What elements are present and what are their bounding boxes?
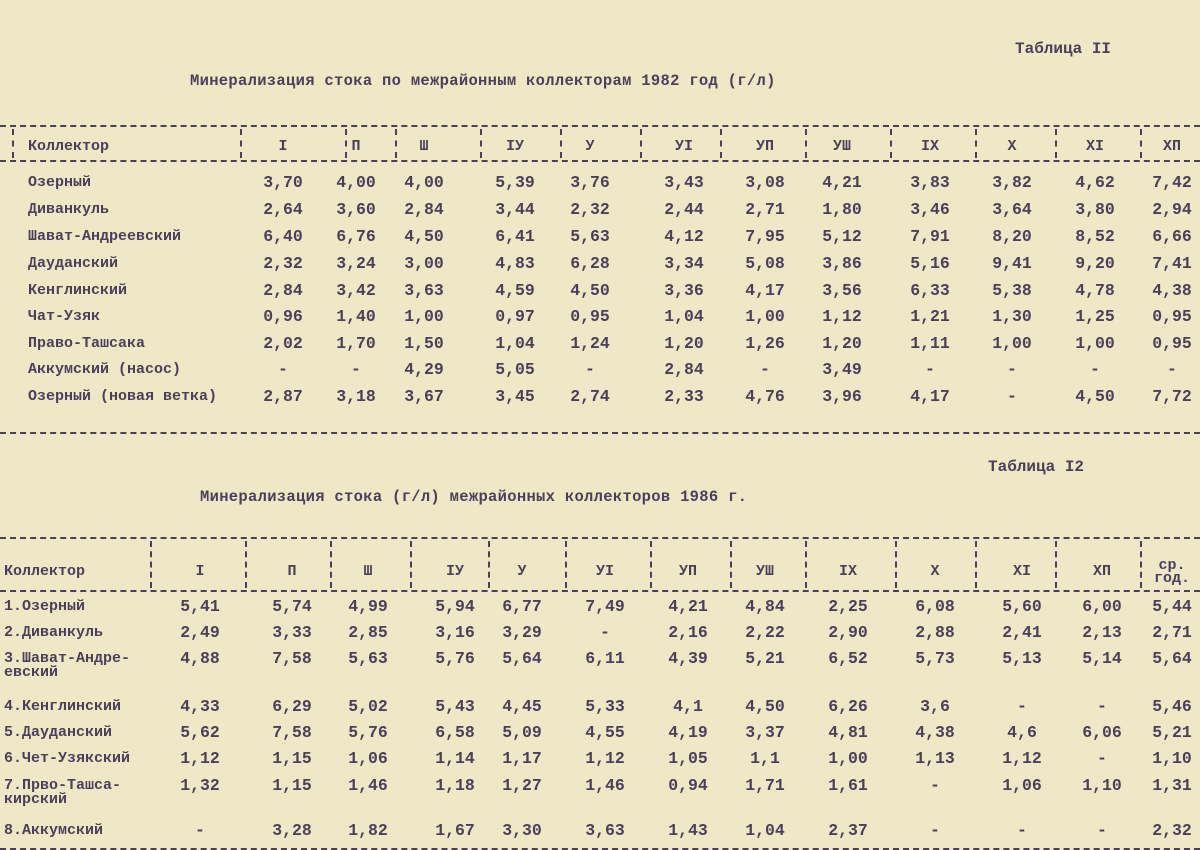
table-cell: 7,42 — [1152, 173, 1192, 192]
row-label: Право-Ташсака — [28, 335, 146, 352]
table-cell: - — [600, 623, 610, 642]
table-cell: 1,04 — [745, 821, 785, 840]
table-cell: 6,40 — [263, 227, 303, 246]
column-separator — [890, 129, 892, 158]
table-cell: 4,39 — [668, 649, 708, 668]
table-cell: 5,39 — [495, 173, 535, 192]
table-cell: 5,76 — [435, 649, 475, 668]
table-cell: 1,31 — [1152, 776, 1192, 795]
table-cell: 3,63 — [404, 281, 444, 300]
column-separator — [975, 129, 977, 158]
table-cell: - — [760, 360, 770, 379]
table2-label: Таблица I2 — [988, 458, 1085, 476]
table-cell: 8,52 — [1075, 227, 1115, 246]
table-cell: 1,1 — [750, 749, 780, 768]
table-cell: 1,50 — [404, 334, 444, 353]
table-cell: 0,95 — [570, 307, 610, 326]
table-cell: 7,58 — [272, 723, 312, 742]
table-cell: 4,45 — [502, 697, 542, 716]
table-cell: 9,41 — [992, 254, 1032, 273]
table-cell: 4,1 — [673, 697, 703, 716]
table-cell: 3,36 — [664, 281, 704, 300]
table-cell: 7,72 — [1152, 387, 1192, 406]
table-cell: 1,04 — [664, 307, 704, 326]
table-cell: 2,49 — [180, 623, 220, 642]
table-cell: 1,30 — [992, 307, 1032, 326]
row-label: Аккумский (насос) — [28, 361, 182, 378]
table-cell: 1,12 — [822, 307, 862, 326]
table-cell: 1,46 — [585, 776, 625, 795]
row-label: Озерный (новая ветка) — [28, 388, 218, 405]
table-cell: 2,22 — [745, 623, 785, 642]
row-label: 1.Озерный — [4, 598, 86, 615]
table-cell: 2,88 — [915, 623, 955, 642]
column-separator — [410, 541, 412, 588]
table-cell: 2,32 — [263, 254, 303, 273]
column-header-collector: Коллектор — [28, 138, 110, 155]
table-cell: - — [1007, 360, 1017, 379]
table-cell: 2,25 — [828, 597, 868, 616]
table-cell: 4,6 — [1007, 723, 1037, 742]
table-cell: 3,6 — [920, 697, 950, 716]
table-cell: 6,52 — [828, 649, 868, 668]
table-cell: 5,62 — [180, 723, 220, 742]
table-cell: 1,24 — [570, 334, 610, 353]
table-cell: 5,02 — [348, 697, 388, 716]
table-cell: 0,96 — [263, 307, 303, 326]
table-cell: 4,99 — [348, 597, 388, 616]
table-cell: 1,00 — [828, 749, 868, 768]
table-cell: 1,15 — [272, 749, 312, 768]
table-cell: 5,38 — [992, 281, 1032, 300]
table-cell: 4,81 — [828, 723, 868, 742]
table-cell: 2,02 — [263, 334, 303, 353]
table-cell: 3,18 — [336, 387, 376, 406]
column-header: УП — [755, 138, 774, 155]
table-cell: 1,20 — [664, 334, 704, 353]
table-cell: 7,49 — [585, 597, 625, 616]
table-cell: 6,28 — [570, 254, 610, 273]
table-cell: 5,44 — [1152, 597, 1192, 616]
dashed-rule — [0, 432, 1200, 434]
table-cell: 5,46 — [1152, 697, 1192, 716]
dashed-rule — [0, 537, 1200, 539]
table-cell: 4,21 — [668, 597, 708, 616]
table-cell: 3,28 — [272, 821, 312, 840]
table-cell: 1,04 — [495, 334, 535, 353]
table-cell: 4,38 — [915, 723, 955, 742]
table-cell: - — [278, 360, 288, 379]
table-cell: 4,21 — [822, 173, 862, 192]
table-cell: 5,41 — [180, 597, 220, 616]
table-cell: 6,77 — [502, 597, 542, 616]
table-cell: 0,94 — [668, 776, 708, 795]
column-header: ср. год. — [1153, 557, 1190, 587]
table-cell: 2,74 — [570, 387, 610, 406]
row-label: 5.Дауданский — [4, 724, 113, 741]
table-cell: 0,95 — [1152, 334, 1192, 353]
column-separator — [1140, 541, 1142, 588]
table-cell: 1,14 — [435, 749, 475, 768]
table-cell: 1,10 — [1082, 776, 1122, 795]
table-cell: 6,33 — [910, 281, 950, 300]
column-separator — [1140, 129, 1142, 158]
table-cell: 3,08 — [745, 173, 785, 192]
table-cell: 2,87 — [263, 387, 303, 406]
table-cell: 1,06 — [1002, 776, 1042, 795]
column-header: X — [1007, 138, 1017, 155]
table-cell: - — [1097, 749, 1107, 768]
table-cell: 5,16 — [910, 254, 950, 273]
table-cell: 4,50 — [1075, 387, 1115, 406]
table-cell: 6,00 — [1082, 597, 1122, 616]
table-cell: 4,83 — [495, 254, 535, 273]
table-cell: 4,88 — [180, 649, 220, 668]
table-cell: 3,44 — [495, 200, 535, 219]
row-label: 3.Шават-Андре- евский — [4, 650, 131, 681]
table-cell: 1,61 — [828, 776, 868, 795]
table-cell: 4,59 — [495, 281, 535, 300]
table-cell: 5,64 — [1152, 649, 1192, 668]
table-cell: 3,80 — [1075, 200, 1115, 219]
column-separator — [240, 129, 242, 158]
table-cell: 4,84 — [745, 597, 785, 616]
table-cell: 5,73 — [915, 649, 955, 668]
row-label: 2.Диванкуль — [4, 624, 104, 641]
column-separator — [720, 129, 722, 158]
table-cell: 0,95 — [1152, 307, 1192, 326]
table-cell: 1,67 — [435, 821, 475, 840]
table-cell: 6,08 — [915, 597, 955, 616]
table-cell: 2,71 — [745, 200, 785, 219]
table-cell: 3,96 — [822, 387, 862, 406]
table-cell: 5,94 — [435, 597, 475, 616]
table-cell: 3,63 — [585, 821, 625, 840]
table-cell: 6,29 — [272, 697, 312, 716]
row-label: 8.Аккумский — [4, 822, 104, 839]
table-cell: 1,00 — [992, 334, 1032, 353]
table-cell: 4,33 — [180, 697, 220, 716]
table-cell: 3,64 — [992, 200, 1032, 219]
column-separator — [488, 541, 490, 588]
table-cell: - — [1017, 821, 1027, 840]
table-cell: 3,30 — [502, 821, 542, 840]
table-cell: 2,90 — [828, 623, 868, 642]
column-separator — [12, 129, 14, 158]
table-cell: 5,21 — [745, 649, 785, 668]
table-cell: - — [925, 360, 935, 379]
table-cell: - — [585, 360, 595, 379]
table-cell: 2,33 — [664, 387, 704, 406]
table-cell: 4,50 — [404, 227, 444, 246]
table-cell: 1,80 — [822, 200, 862, 219]
table-cell: - — [1090, 360, 1100, 379]
column-header: IX — [920, 138, 939, 155]
column-header: УШ — [755, 563, 774, 580]
table-cell: - — [1167, 360, 1177, 379]
table-cell: 3,37 — [745, 723, 785, 742]
table1-title: Минерализация стока по межрайонным коллекторам 1982 год (г/л) — [190, 72, 776, 90]
table-cell: 3,43 — [664, 173, 704, 192]
column-separator — [730, 541, 732, 588]
column-header: Ш — [363, 563, 373, 580]
column-header: УШ — [832, 138, 851, 155]
column-header: XП — [1092, 563, 1111, 580]
table-cell: 2,37 — [828, 821, 868, 840]
table-cell: - — [930, 776, 940, 795]
table-cell: 4,17 — [745, 281, 785, 300]
table-cell: 1,12 — [1002, 749, 1042, 768]
table-cell: 2,71 — [1152, 623, 1192, 642]
table-cell: 3,34 — [664, 254, 704, 273]
table-cell: 3,86 — [822, 254, 862, 273]
table-cell: 5,13 — [1002, 649, 1042, 668]
table-cell: 3,60 — [336, 200, 376, 219]
table-cell: 2,64 — [263, 200, 303, 219]
column-header-collector: Коллектор — [4, 563, 86, 580]
table-cell: 1,00 — [1075, 334, 1115, 353]
table-cell: 4,62 — [1075, 173, 1115, 192]
table-cell: 1,00 — [404, 307, 444, 326]
table-cell: 1,71 — [745, 776, 785, 795]
column-separator — [805, 129, 807, 158]
table-cell: 2,16 — [668, 623, 708, 642]
table-cell: - — [1007, 387, 1017, 406]
table-cell: 5,05 — [495, 360, 535, 379]
table-cell: 5,63 — [570, 227, 610, 246]
table-cell: 1,40 — [336, 307, 376, 326]
table-cell: 1,11 — [910, 334, 950, 353]
column-header: XI — [1012, 563, 1031, 580]
table-cell: 3,49 — [822, 360, 862, 379]
table-cell: 1,27 — [502, 776, 542, 795]
table-cell: 9,20 — [1075, 254, 1115, 273]
column-header: Ш — [419, 138, 429, 155]
table-cell: 5,74 — [272, 597, 312, 616]
table-cell: 1,15 — [272, 776, 312, 795]
column-header: УП — [678, 563, 697, 580]
table-cell: 2,32 — [570, 200, 610, 219]
row-label: Озерный — [28, 174, 92, 191]
table-cell: 1,00 — [745, 307, 785, 326]
table-cell: 2,44 — [664, 200, 704, 219]
table-cell: 3,29 — [502, 623, 542, 642]
column-separator — [1055, 541, 1057, 588]
column-separator — [565, 541, 567, 588]
column-header: X — [930, 563, 940, 580]
column-header: XI — [1085, 138, 1104, 155]
table-cell: 4,19 — [668, 723, 708, 742]
table-cell: 1,70 — [336, 334, 376, 353]
column-separator — [1055, 129, 1057, 158]
column-header: IУ — [505, 138, 524, 155]
table-cell: 1,12 — [585, 749, 625, 768]
table-cell: 5,43 — [435, 697, 475, 716]
column-separator — [245, 541, 247, 588]
table-cell: 4,55 — [585, 723, 625, 742]
row-label: Чат-Узяк — [28, 308, 101, 325]
table-cell: 1,82 — [348, 821, 388, 840]
table-cell: 5,08 — [745, 254, 785, 273]
table1-label: Таблица II — [1015, 40, 1112, 58]
column-header: IУ — [445, 563, 464, 580]
table-cell: 1,10 — [1152, 749, 1192, 768]
column-header: П — [287, 563, 297, 580]
table-cell: 6,11 — [585, 649, 625, 668]
table-cell: 2,13 — [1082, 623, 1122, 642]
table-cell: 3,45 — [495, 387, 535, 406]
table-cell: 2,84 — [404, 200, 444, 219]
table-cell: 3,46 — [910, 200, 950, 219]
table-cell: 3,42 — [336, 281, 376, 300]
column-header: П — [351, 138, 361, 155]
table2-title: Минерализация стока (г/л) межрайонных коллекторов 1986 г. — [200, 488, 748, 506]
column-separator — [805, 541, 807, 588]
table-cell: 4,17 — [910, 387, 950, 406]
table-cell: 6,06 — [1082, 723, 1122, 742]
table-cell: 4,78 — [1075, 281, 1115, 300]
table-cell: 6,58 — [435, 723, 475, 742]
column-header: I — [195, 563, 205, 580]
table-cell: 1,17 — [502, 749, 542, 768]
table-cell: - — [1097, 821, 1107, 840]
column-header: У — [585, 138, 595, 155]
table-cell: 5,33 — [585, 697, 625, 716]
column-separator — [150, 541, 152, 588]
table-cell: 7,95 — [745, 227, 785, 246]
table-cell: 6,26 — [828, 697, 868, 716]
table-cell: 7,91 — [910, 227, 950, 246]
dashed-rule — [0, 590, 1200, 592]
table-cell: 6,76 — [336, 227, 376, 246]
table-cell: - — [195, 821, 205, 840]
table-cell: 4,50 — [745, 697, 785, 716]
column-separator — [560, 129, 562, 158]
table-cell: 1,26 — [745, 334, 785, 353]
table-cell: 7,41 — [1152, 254, 1192, 273]
table-cell: 3,00 — [404, 254, 444, 273]
table-cell: 5,64 — [502, 649, 542, 668]
table-cell: 3,16 — [435, 623, 475, 642]
row-label: 7.Прво-Ташса- кирский — [4, 777, 122, 808]
table-cell: 1,43 — [668, 821, 708, 840]
table-cell: 5,09 — [502, 723, 542, 742]
table-cell: - — [351, 360, 361, 379]
table-cell: 0,97 — [495, 307, 535, 326]
table-cell: 3,70 — [263, 173, 303, 192]
table-cell: 5,21 — [1152, 723, 1192, 742]
row-label: 4.Кенглинский — [4, 698, 122, 715]
table-cell: 3,67 — [404, 387, 444, 406]
row-label: Шават-Андреевский — [28, 228, 182, 245]
column-header: XП — [1162, 138, 1181, 155]
column-separator — [395, 129, 397, 158]
column-separator — [975, 541, 977, 588]
column-separator — [480, 129, 482, 158]
column-separator — [895, 541, 897, 588]
table-cell: 4,76 — [745, 387, 785, 406]
table-cell: 1,12 — [180, 749, 220, 768]
table-cell: 1,06 — [348, 749, 388, 768]
table-cell: 3,24 — [336, 254, 376, 273]
column-header: УI — [595, 563, 614, 580]
dashed-rule — [0, 160, 1200, 162]
table-cell: 8,20 — [992, 227, 1032, 246]
table-cell: 1,20 — [822, 334, 862, 353]
table-cell: 1,05 — [668, 749, 708, 768]
table-cell: 2,84 — [664, 360, 704, 379]
dashed-rule — [0, 125, 1200, 127]
table-cell: 2,85 — [348, 623, 388, 642]
table-cell: 2,32 — [1152, 821, 1192, 840]
column-header: IX — [838, 563, 857, 580]
table-cell: 1,18 — [435, 776, 475, 795]
table-cell: 6,66 — [1152, 227, 1192, 246]
row-label: Кенглинский — [28, 282, 128, 299]
row-label: Диванкуль — [28, 201, 110, 218]
table-cell: 5,76 — [348, 723, 388, 742]
table-cell: 6,41 — [495, 227, 535, 246]
table-cell: - — [1017, 697, 1027, 716]
table-cell: 1,46 — [348, 776, 388, 795]
table-cell: - — [930, 821, 940, 840]
column-header: I — [278, 138, 288, 155]
table-cell: 4,00 — [336, 173, 376, 192]
table-cell: 2,94 — [1152, 200, 1192, 219]
table-cell: 1,13 — [915, 749, 955, 768]
column-separator — [650, 541, 652, 588]
table-cell: 2,84 — [263, 281, 303, 300]
table-cell: 3,83 — [910, 173, 950, 192]
column-header: У — [517, 563, 527, 580]
column-header: УI — [674, 138, 693, 155]
row-label: 6.Чет-Узякский — [4, 750, 131, 767]
table-cell: 1,21 — [910, 307, 950, 326]
table-cell: 1,32 — [180, 776, 220, 795]
table-cell: 3,33 — [272, 623, 312, 642]
table-cell: 5,14 — [1082, 649, 1122, 668]
table-cell: 5,63 — [348, 649, 388, 668]
table-cell: 4,38 — [1152, 281, 1192, 300]
table-cell: 4,50 — [570, 281, 610, 300]
table-cell: 3,56 — [822, 281, 862, 300]
table-cell: 5,60 — [1002, 597, 1042, 616]
table-cell: 4,00 — [404, 173, 444, 192]
table-cell: 3,82 — [992, 173, 1032, 192]
table-cell: 4,29 — [404, 360, 444, 379]
table-cell: 7,58 — [272, 649, 312, 668]
column-separator — [330, 541, 332, 588]
column-separator — [640, 129, 642, 158]
table-cell: - — [1097, 697, 1107, 716]
table-cell: 5,12 — [822, 227, 862, 246]
row-label: Дауданский — [28, 255, 119, 272]
table-cell: 4,12 — [664, 227, 704, 246]
table-cell: 2,41 — [1002, 623, 1042, 642]
table-cell: 3,76 — [570, 173, 610, 192]
table-cell: 1,25 — [1075, 307, 1115, 326]
